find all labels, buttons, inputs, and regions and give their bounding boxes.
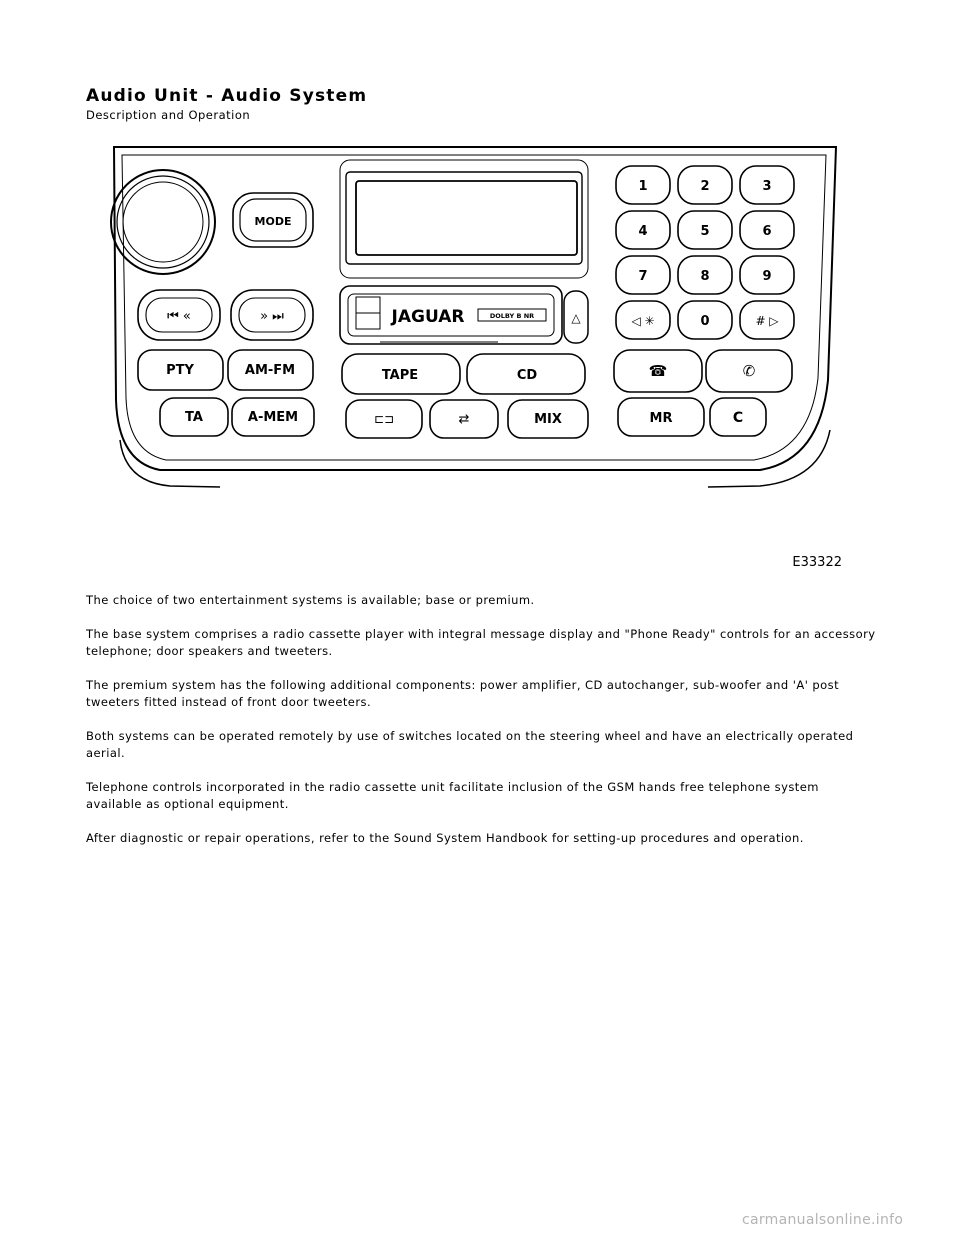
key-6-label: 6	[762, 224, 772, 239]
key-8[interactable]	[678, 256, 732, 294]
eject-button[interactable]	[564, 291, 588, 343]
mr-button[interactable]	[618, 398, 704, 436]
cd-button[interactable]	[467, 354, 585, 394]
key-3[interactable]	[740, 166, 794, 204]
tape-label: TAPE	[381, 368, 419, 383]
key-7-label: 7	[638, 269, 648, 284]
phone-hangup-button[interactable]	[614, 350, 702, 392]
key-1-label: 1	[638, 179, 648, 194]
eject-icon: △	[571, 311, 581, 325]
figure-label: E33322	[792, 555, 842, 570]
key-0[interactable]	[678, 301, 732, 339]
dolby-button[interactable]	[346, 400, 422, 438]
key-9-label: 9	[762, 269, 772, 284]
ta-button[interactable]	[160, 398, 228, 436]
pty-label: PTY	[166, 363, 194, 378]
key-4[interactable]	[616, 211, 670, 249]
volume-knob[interactable]	[111, 170, 215, 274]
hash-right-icon: # ▷	[755, 314, 779, 328]
seek-back-button[interactable]	[138, 290, 220, 340]
paragraph: Telephone controls incorporated in the radio cassette unit facilitate inclusion of the GSM hands free telephone system available as optional equipment.	[86, 780, 819, 811]
mix-button[interactable]	[508, 400, 588, 438]
ta-label: TA	[185, 410, 203, 425]
cd-label: CD	[516, 368, 538, 383]
swap-button[interactable]	[430, 400, 498, 438]
body-text	[86, 592, 876, 864]
cassette-slot	[340, 286, 562, 344]
key-8-label: 8	[700, 269, 710, 284]
paragraph: After diagnostic or repair operations, refer to the Sound System Handbook for setting-up procedures and operation.	[86, 831, 804, 845]
clear-button[interactable]	[710, 398, 766, 436]
paragraph: Both systems can be operated remotely by use of switches located on the steering wheel and have an electrically operated aerial.	[86, 729, 854, 760]
key-5-label: 5	[700, 224, 710, 239]
paragraph: The premium system has the following additional components: power amplifier, CD autochanger, sub-woofer and 'A' post tweeters fitted instead of front door tweeters.	[86, 678, 840, 709]
page-title: Audio Unit - Audio System	[86, 86, 368, 106]
key-3-label: 3	[762, 179, 772, 194]
brand-logo: JAGUAR	[391, 307, 465, 327]
key-9[interactable]	[740, 256, 794, 294]
key-4-label: 4	[638, 224, 648, 239]
display-window	[340, 160, 588, 278]
key-5[interactable]	[678, 211, 732, 249]
clear-label: C	[732, 410, 744, 426]
a-mem-button[interactable]	[232, 398, 314, 436]
seek-forward-button[interactable]	[231, 290, 313, 340]
star-left-icon: ◁ ✳	[631, 314, 655, 328]
watermark: carmanualsonline.info	[742, 1212, 904, 1228]
key-7[interactable]	[616, 256, 670, 294]
phone-call-button[interactable]	[706, 350, 792, 392]
a-mem-label: A-MEM	[247, 410, 299, 425]
mix-label: MIX	[534, 412, 562, 427]
swap-icon: ⇄	[458, 412, 470, 427]
key-2-label: 2	[700, 179, 710, 194]
keypad	[616, 166, 794, 339]
tape-button[interactable]	[342, 354, 460, 394]
am-fm-label: AM-FM	[244, 363, 296, 378]
paragraph: The base system comprises a radio cassette player with integral message display and "Phone Ready" controls for an accessory telephone; door speakers and tweeters.	[86, 627, 876, 658]
key-star[interactable]	[616, 301, 670, 339]
am-fm-button[interactable]	[228, 350, 313, 390]
audio-unit-figure	[100, 135, 850, 575]
paragraph: The choice of two entertainment systems is available; base or premium.	[86, 593, 535, 607]
dolby-label: DOLBY B NR	[489, 312, 535, 320]
telephone-icon: ☎	[648, 362, 668, 380]
handset-icon: ✆	[742, 362, 756, 380]
seek-forward-icon: » ⏭	[260, 309, 284, 324]
key-0-label: 0	[700, 314, 710, 329]
key-1[interactable]	[616, 166, 670, 204]
mode-button[interactable]	[233, 193, 313, 247]
seek-back-icon: ⏮ «	[167, 309, 191, 324]
pty-button[interactable]	[138, 350, 223, 390]
mr-label: MR	[649, 411, 673, 426]
key-hash[interactable]	[740, 301, 794, 339]
mode-label: MODE	[254, 215, 292, 228]
dolby-icon: ⊏⊐	[373, 412, 395, 426]
key-2[interactable]	[678, 166, 732, 204]
key-6[interactable]	[740, 211, 794, 249]
page-subtitle: Description and Operation	[86, 108, 251, 122]
